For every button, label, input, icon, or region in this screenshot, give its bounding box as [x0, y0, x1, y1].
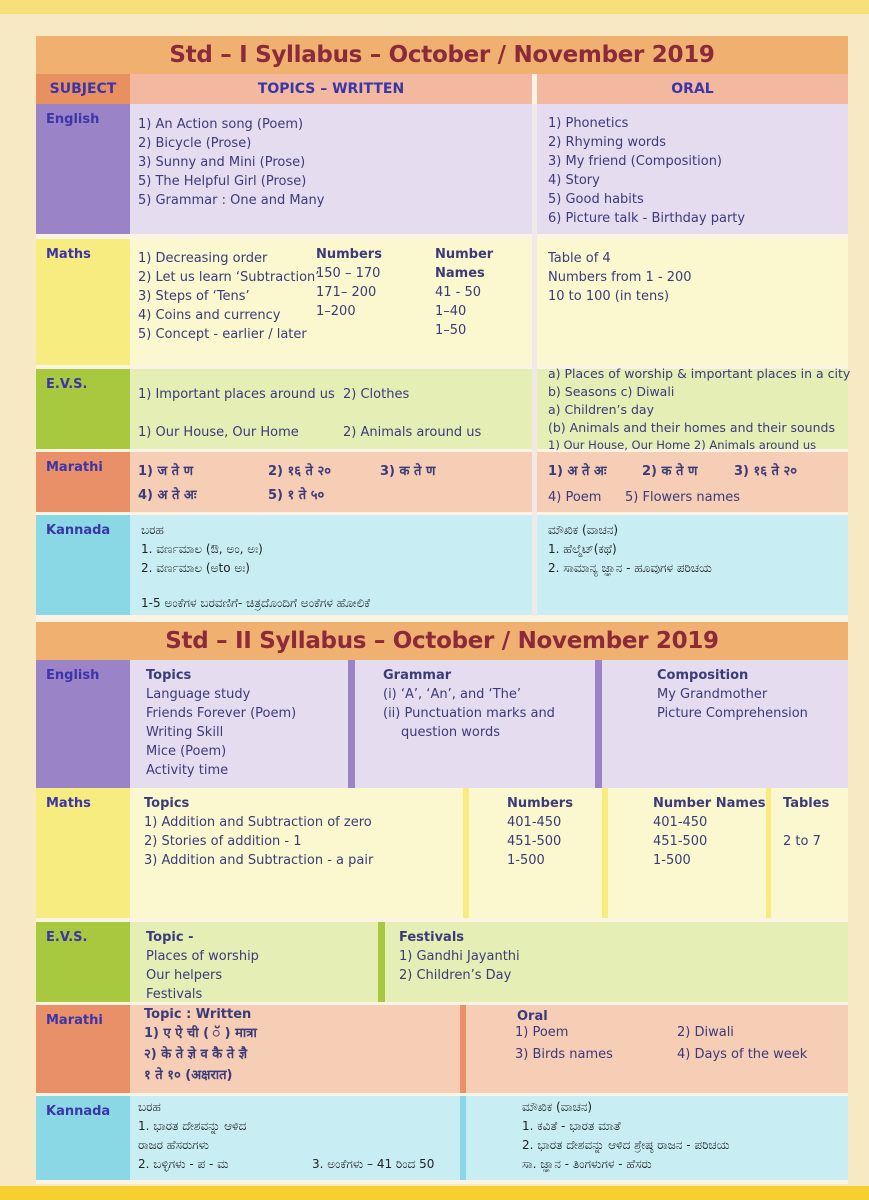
std2-maths-names: [653, 794, 766, 870]
std2-maths-topics: [144, 794, 464, 870]
list-item: 41 - 50: [435, 285, 482, 300]
std1-kannada-oral: [537, 515, 848, 615]
list-item: 1. ಹೆಲ್ಮೆಟ್(ಕಥೆ): [548, 542, 617, 556]
oral-heading: Oral: [517, 1009, 548, 1024]
list-item: 5) Concept - earlier / later: [138, 327, 307, 342]
topics-heading: Topics: [144, 796, 190, 811]
list-item: 1) Important places around us: [138, 387, 335, 402]
std2-evs-festivals: [385, 922, 848, 1002]
tables-heading: Tables: [783, 796, 830, 811]
std1-maths-subject: Maths: [36, 239, 130, 365]
divider: [463, 788, 469, 918]
list-item: My Grandmother: [657, 687, 768, 702]
std1-english-written: [130, 104, 532, 234]
list-item: Friends Forever (Poem): [146, 706, 297, 721]
list-item: 1–200: [316, 304, 356, 319]
list-item: (i) ‘A’, ‘An’, and ‘The’: [383, 687, 522, 702]
divider: [766, 788, 771, 918]
list-item: 1. ಕವಿತೆ - ಭಾರತ ಮಾತೆ: [522, 1119, 621, 1133]
list-item: Picture Comprehension: [657, 706, 808, 721]
list-item: 1-500: [507, 853, 545, 868]
list-item: 2) Let us learn ‘Subtraction’: [138, 270, 320, 285]
list-item: 6) Picture talk - Birthday party: [548, 211, 746, 226]
list-item: 3) क ते ण: [380, 464, 436, 479]
list-item: 171– 200: [316, 285, 377, 300]
std2-kannada-subject: Kannada: [36, 1096, 130, 1180]
list-item: 1) ए ऐ ची ( ॅ ) मात्रा: [144, 1026, 257, 1041]
std1-evs-subject: E.V.S.: [36, 369, 130, 449]
list-item: 2. ವರ್ಣಮಾಲ (ಅto ಅಃ): [141, 561, 250, 575]
std2-english-grammar: [355, 660, 595, 788]
std1-kannada-subject: Kannada: [36, 515, 130, 615]
list-item: 2) Bicycle (Prose): [138, 136, 252, 151]
list-item: 2. ಭಾರತ ದೇಶವನ್ನು ಆಳಿದ ಶ್ರೇಷ್ಠ ರಾಜನ - ಪರಿಚಯ: [522, 1138, 730, 1152]
std1-kannada-written: [130, 515, 532, 615]
names-heading-2: Names: [435, 266, 485, 281]
std2-maths-tables: [783, 794, 847, 851]
header-subject: SUBJECT: [36, 74, 130, 104]
list-item: a) Children’s day: [548, 402, 654, 417]
std2-marathi-oral: [466, 1005, 848, 1093]
list-item: 1) Phonetics: [548, 116, 629, 131]
list-item: 2. ಬಳ್ಳಿಗಳು - ಪ - ಮ: [138, 1157, 229, 1171]
list-item: Places of worship: [146, 949, 259, 964]
list-item: ಸಾ. ಜ್ಞಾನ - ತಿಂಗಳುಗಳ - ಹೆಸರು: [522, 1157, 652, 1171]
list-item: a) Places of worship & important places in a city: [548, 366, 851, 381]
list-item: 2 to 7: [783, 834, 821, 849]
list-item: Activity time: [146, 763, 229, 778]
divider: [378, 922, 385, 1002]
list-item: 1) Addition and Subtraction of zero: [144, 815, 372, 830]
std2-evs-topic: [130, 922, 378, 1002]
list-item: 1–40: [435, 304, 467, 319]
std1-english-oral: [537, 104, 848, 234]
std2-maths-subject: Maths: [36, 788, 130, 918]
list-item: (ii) Punctuation marks and: [383, 706, 555, 721]
list-item: 1) An Action song (Poem): [138, 117, 304, 132]
list-item: 4) Coins and currency: [138, 308, 281, 323]
list-item: 5) Grammar : One and Many: [138, 193, 325, 208]
list-item: 3) Birds names: [515, 1047, 613, 1062]
std1-marathi-subject: Marathi: [36, 452, 130, 512]
list-item: 1) अ ते अः: [548, 464, 607, 479]
std1-maths-names: [435, 245, 525, 355]
divider: [602, 788, 608, 918]
list-item: ಬರಹ: [141, 523, 164, 537]
top-strip: [0, 0, 869, 14]
topic-heading: Topic -: [146, 930, 194, 945]
list-item: ರಾಜರ ಹೆಸರುಗಳು: [138, 1138, 209, 1152]
names-heading: Number Names: [653, 796, 766, 811]
list-item: 3. ಅಂಕೆಗಳು – 41 ರಿಂದ 50: [312, 1157, 435, 1171]
std2-maths-numbers: [507, 794, 597, 870]
list-item: 2) Children’s Day: [399, 968, 512, 983]
list-item: १ ते १० (अक्षरात): [144, 1068, 233, 1083]
list-item: Numbers from 1 - 200: [548, 270, 692, 285]
grammar-heading: Grammar: [383, 668, 452, 683]
list-item: Festivals: [146, 987, 203, 1002]
std1-evs-oral: [537, 366, 851, 452]
list-item: Writing Skill: [146, 725, 224, 740]
list-item: 4) Days of the week: [677, 1047, 808, 1062]
list-item: 1) ज ते ण: [138, 464, 194, 479]
list-item: 1) Poem: [515, 1025, 569, 1040]
numbers-heading: Numbers: [507, 796, 573, 811]
list-item: Language study: [146, 687, 251, 702]
list-item: 401-450: [507, 815, 562, 830]
list-item: 1. ಭಾರತ ದೇಶವನ್ನು ಆಳಿದ: [138, 1119, 247, 1133]
std2-marathi-written: [130, 1005, 460, 1093]
std1-maths-numbers: [316, 245, 426, 355]
header-oral: ORAL: [537, 74, 848, 104]
list-item: question words: [401, 725, 501, 740]
list-item: ಮೌಖಿಕ (ವಾಚನ): [522, 1100, 593, 1114]
bottom-strip: [0, 1186, 869, 1200]
list-item: 3) १६ ते २०: [734, 464, 798, 479]
list-item: Our helpers: [146, 968, 223, 983]
list-item: 451-500: [653, 834, 708, 849]
list-item: 4) Story: [548, 173, 600, 188]
header-written: TOPICS – WRITTEN: [130, 74, 532, 104]
list-item: 2) क ते ण: [642, 464, 698, 479]
list-item: 2) Rhyming words: [548, 135, 667, 150]
list-item: 1) Decreasing order: [138, 251, 268, 266]
std2-marathi-subject: Marathi: [36, 1005, 130, 1093]
list-item: 4) Poem: [548, 490, 602, 505]
list-item: 1) Gandhi Jayanthi: [399, 949, 520, 964]
std1-title: Std – I Syllabus – October / November 2019: [36, 36, 848, 74]
written-heading: Topic : Written: [144, 1007, 252, 1022]
std2-title: Std – II Syllabus – October / November 2019: [36, 622, 848, 660]
list-item: 4) अ ते अः: [138, 488, 197, 503]
divider: [595, 660, 602, 788]
list-item: 1–50: [435, 323, 467, 338]
std2-kannada-written: [130, 1096, 460, 1180]
list-item: 1-500: [653, 853, 691, 868]
list-item: 2) Clothes: [343, 387, 410, 402]
list-item: 451-500: [507, 834, 562, 849]
list-item: 5) Good habits: [548, 192, 644, 207]
list-item: 1-5 ಅಂಕೆಗಳ ಬರವಣಿಗೆ- ಚಿತ್ರದೊಂದಿಗೆ ಅಂಕೆಗಳ ಹೋಲಿಕೆ: [141, 596, 371, 610]
list-item: 1. ವರ್ಣಮಾಲ (ಔ, ಅಂ, ಅಃ): [141, 542, 263, 556]
list-item: 2) १६ ते २०: [268, 464, 332, 479]
std2-english-subject: English: [36, 660, 130, 788]
std1-english-subject: English: [36, 104, 130, 234]
std2-english-topics: [130, 660, 348, 788]
topics-heading: Topics: [146, 668, 192, 683]
list-item: 2) Stories of addition - 1: [144, 834, 302, 849]
divider: [348, 660, 355, 788]
list-item: ಬರಹ: [138, 1100, 161, 1114]
list-item: 3) Addition and Subtraction - a pair: [144, 853, 374, 868]
list-item: 1) Our House, Our Home 2) Animals around us: [548, 438, 817, 452]
list-item: 3) Steps of ‘Tens’: [138, 289, 250, 304]
festivals-heading: Festivals: [399, 930, 465, 945]
numbers-heading: Numbers: [316, 247, 382, 262]
std2-english-composition: [602, 660, 848, 788]
list-item: (b) Animals and their homes and their sounds: [548, 420, 835, 435]
list-item: ಮೌಖಿಕ (ವಾಚನ): [548, 523, 619, 537]
std2-evs-subject: E.V.S.: [36, 922, 130, 1002]
std1-marathi-oral: [537, 452, 848, 512]
list-item: b) Seasons c) Diwali: [548, 384, 675, 399]
list-item: 3) My friend (Composition): [548, 154, 723, 169]
list-item: Mice (Poem): [146, 744, 227, 759]
std2-kannada-oral: [466, 1096, 848, 1180]
list-item: 150 – 170: [316, 266, 381, 281]
std1-maths-oral: [537, 239, 848, 365]
list-item: २) के ते ज्ञे व कै ते ज्ञै: [144, 1047, 248, 1062]
list-item: Table of 4: [548, 251, 611, 266]
composition-heading: Composition: [657, 668, 749, 683]
list-item: 5) १ ते ५०: [268, 488, 325, 503]
list-item: 5) Flowers names: [625, 490, 741, 505]
std1-marathi-written: [130, 452, 532, 512]
std1-evs-written: [130, 369, 532, 449]
list-item: 2. ಸಾಮಾನ್ಯ ಜ್ಞಾನ - ಹೂವುಗಳ ಪರಿಚಯ: [548, 561, 712, 575]
list-item: 2) Diwali: [677, 1025, 734, 1040]
names-heading-1: Number: [435, 247, 494, 262]
list-item: 1) Our House, Our Home: [138, 425, 299, 440]
list-item: 10 to 100 (in tens): [548, 289, 670, 304]
list-item: 5) The Helpful Girl (Prose): [138, 174, 307, 189]
list-item: 401-450: [653, 815, 708, 830]
list-item: 3) Sunny and Mini (Prose): [138, 155, 306, 170]
list-item: 2) Animals around us: [343, 425, 482, 440]
